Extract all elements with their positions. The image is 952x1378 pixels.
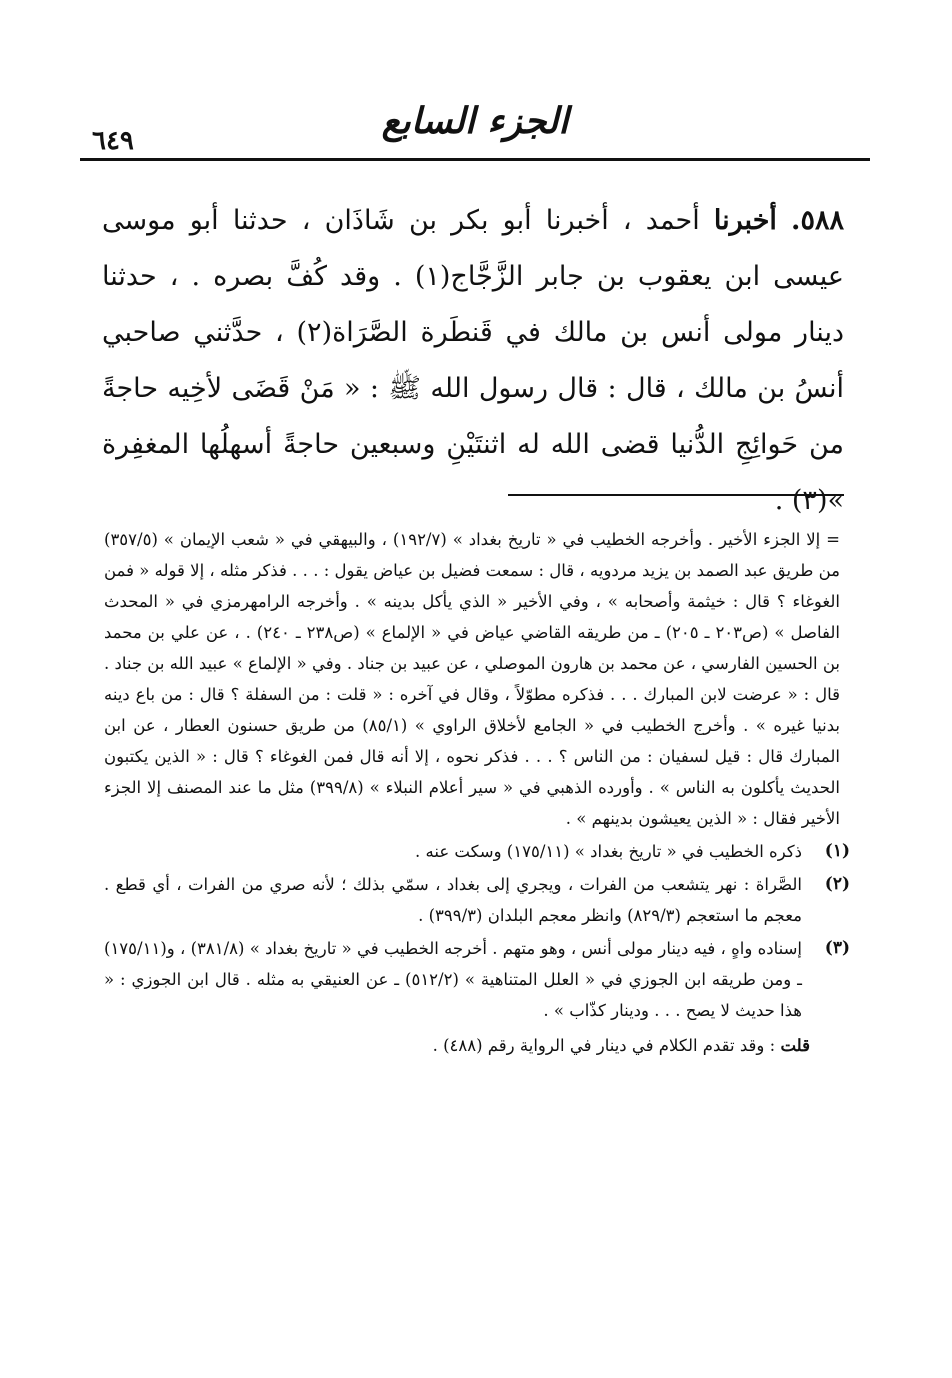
footnote-2-text: الصَّراة : نهر يتشعب من الفرات ، ويجري إلى بغداد ، سمّي بذلك ؛ لأنه صري من الفرات ، أي قطع . معجم ما استعجم (٨٢٩/٣) وانظر معجم البلدان (٣٩٩/٣) . <box>104 875 802 925</box>
hadith-body: أحمد ، أخبرنا أبو بكر بن شَاذَان ، حدثنا أبو موسى عيسى ابن يعقوب بن جابر الزَّجَّاج(١) . وقد كُفَّ بصره . ، حدثنا دينار مولى أنس بن مالك في قَنطَرة الصَّرَاة(٢) ، حدَّثني صاحبي أنسُ بن مالك ، قال : قال رسول الله ﷺ : « مَنْ قَضَى لأخِيه حاجةً من حَوائِجِ الدُّنيا قضى الله له اثنتَيْنِ وسبعين حاجةً أسهلُها المغفِرة »(٣) . <box>102 205 844 516</box>
footnote-separator <box>508 494 844 496</box>
footnotes <box>104 524 850 1061</box>
hadith-text <box>102 193 844 529</box>
footnote-2-mark: (٢) <box>824 874 850 894</box>
qult-note <box>104 1030 810 1061</box>
hadith-lead: أخبرنا <box>713 205 777 236</box>
page-header <box>80 96 870 166</box>
hadith-number: ٥٨٨. <box>791 205 844 236</box>
footnote-2 <box>104 869 850 931</box>
footnote-1-text: ذكره الخطيب في « تاريخ بغداد » (١٧٥/١١) وسكت عنه . <box>415 842 802 861</box>
page-number: ٦٤٩ <box>92 126 134 156</box>
header-rule <box>80 158 870 161</box>
footnote-3-mark: (٣) <box>824 938 850 958</box>
footnote-1-mark: (١) <box>824 841 850 861</box>
footnote-3-text: إسناده واهٍ ، فيه دينار مولى أنس ، وهو متهم . أخرجه الخطيب في « تاريخ بغداد » (٣٨١/٨) ، و(١٧٥/١١) ـ ومن طريقه ابن الجوزي في « العلل المتناهية » (٥١٢/٢) ـ عن العنيقي به مثله . قال ابن الجوزي : « هذا حديث لا يصح . . . ودينار كذّاب » . <box>104 939 802 1020</box>
qult-text: : وقد تقدم الكلام في دينار في الرواية رقم (٤٨٨) . <box>432 1036 776 1055</box>
running-title: الجزء السابع <box>381 100 569 142</box>
footnote-3 <box>104 933 850 1026</box>
footnote-continuation: = إلا الجزء الأخير . وأخرجه الخطيب في « تاريخ بغداد » (١٩٢/٧) ، والبيهقي في « شعب الإيمان » (٣٥٧/٥) من طريق عبد الصمد بن يزيد مردويه ، قال : سمعت فضيل بن عياض يقول : . . . فذكر مثله ، إلا قوله « فمن الغوغاء ؟ قال : خيثمة وأصحابه » ، وفي الأخير « الذي يأكل بدينه » . وأخرجه الرامهرمزي في « المحدث الفاصل » (ص٢٠٣ ـ ٢٠٥) ـ من طريقه القاضي عياض في « الإلماع » (ص٢٣٨ ـ ٢٤٠) . ، عن علي بن محمد بن الحسين الفارسي ، عن محمد بن هارون الموصلي ، عن عبيد بن جناد . وفي « الإلماع » عبيد الله بن جناد . قال : « عرضت لابن المبارك . . . فذكره مطوّلاً ، وقال في آخره : « قلت : من السفلة ؟ قال : من باع دينه بدنيا غيره » . وأخرج الخطيب في « الجامع لأخلاق الراوي » (٨٥/١) من طريق حسنون العطار ، عن ابن المبارك قال : قيل لسفيان : من الناس ؟ . . . فذكر نحوه ، إلا أنه قال فمن الغوغاء ؟ قال : « الذين يكتبون الحديث يأكلون به الناس » . وأورده الذهبي في « سير أعلام النبلاء » (٣٩٩/٨) مثل ما عند المصنف إلا الجزء الأخير فقال : « الذين يعيشون بدينهم » . <box>104 530 841 828</box>
footnote-1 <box>104 836 850 867</box>
qult-label: قلت <box>780 1036 810 1055</box>
